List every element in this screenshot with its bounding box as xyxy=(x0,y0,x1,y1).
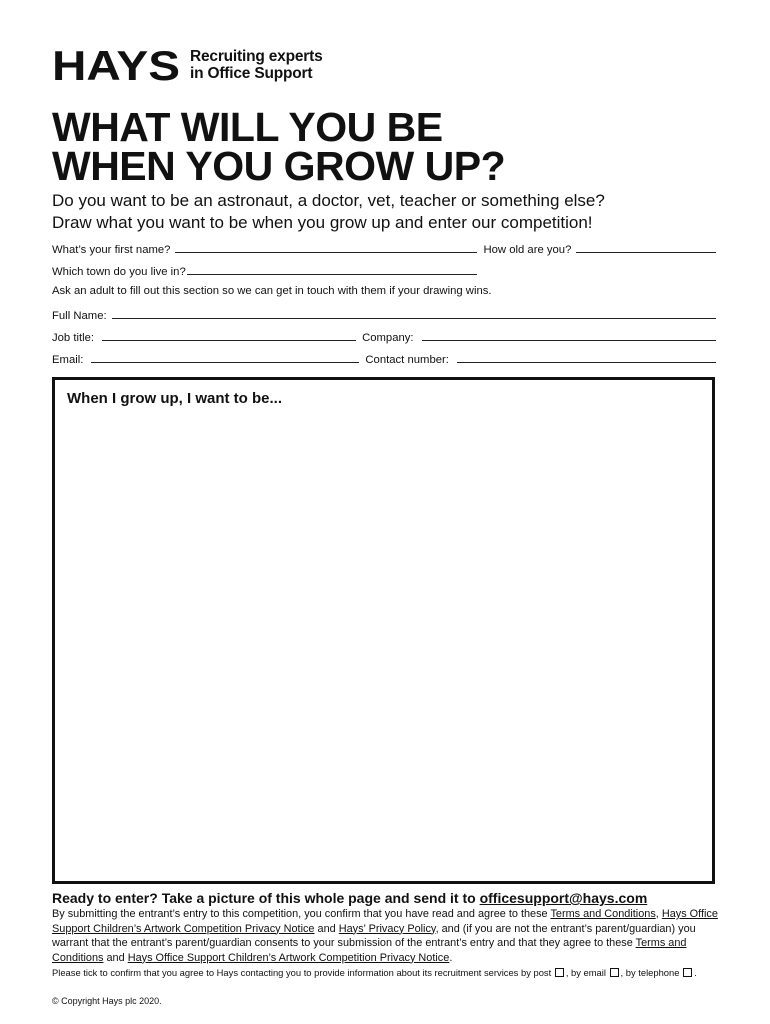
tagline-line-1: Recruiting experts xyxy=(190,48,323,65)
age-field[interactable] xyxy=(576,252,716,253)
post-consent-checkbox[interactable] xyxy=(555,968,564,977)
contact-number-field[interactable] xyxy=(457,362,716,363)
company-label: Company: xyxy=(362,332,414,344)
email-field[interactable] xyxy=(91,362,359,363)
drawing-area[interactable] xyxy=(52,377,715,884)
intro-line-1: Do you want to be an astronaut, a doctor, vet, teacher or something else? xyxy=(52,191,605,210)
legal-and-1: and xyxy=(314,922,339,935)
full-name-label: Full Name: xyxy=(52,310,107,322)
email-label: Email: xyxy=(52,354,84,366)
consent-end: . xyxy=(694,967,697,978)
intro-line-2: Draw what you want to be when you grow up and enter our competition! xyxy=(52,213,593,232)
page-title xyxy=(52,104,506,189)
first-name-label: What’s your first name? xyxy=(52,244,171,256)
adult-note: Ask an adult to fill out this section so we can get in touch with them if your drawing wins. xyxy=(52,285,492,297)
job-company-row xyxy=(52,328,716,344)
first-name-field[interactable] xyxy=(175,252,477,253)
intro-text xyxy=(52,190,605,234)
legal-text xyxy=(52,907,720,965)
legal-comma: , xyxy=(655,908,659,920)
brand-tagline xyxy=(190,48,323,82)
hays-privacy-policy-link[interactable]: Hays’ Privacy Policy xyxy=(338,922,436,935)
job-title-label: Job title: xyxy=(52,332,95,344)
hays-logo xyxy=(52,48,182,84)
legal-end: . xyxy=(449,951,453,964)
consent-text: Please tick to confirm that you agree to Hays contacting you to provide information about its recruitment services by post xyxy=(52,967,552,978)
legal-text-part-2: , and (if you are not the entrant’s parent/guardian) you warrant that the entrant’s parent/guardian consents to your submission of the entrant’s entry and that they agree to these xyxy=(52,922,696,949)
entry-email-link[interactable]: officesupport@hays.com xyxy=(479,890,648,906)
town-field[interactable] xyxy=(187,274,477,275)
consent-phone-text: , by telephone xyxy=(620,967,680,978)
town-row xyxy=(52,262,716,278)
contact-number-label: Contact number: xyxy=(365,354,449,366)
consent-email-text: , by email xyxy=(565,967,606,978)
copyright: © Copyright Hays plc 2020. xyxy=(52,996,162,1006)
contact-consent xyxy=(52,967,697,978)
email-consent-checkbox[interactable] xyxy=(610,968,619,977)
legal-and-2: and xyxy=(103,951,128,964)
title-line-2: WHEN YOU GROW UP? xyxy=(52,143,506,189)
full-name-row xyxy=(52,306,716,322)
entry-instructions-text: Ready to enter? Take a picture of this whole page and send it to xyxy=(52,890,480,906)
legal-text-part-1: By submitting the entrant’s entry to this competition, you confirm that you have read and agree to these xyxy=(52,908,551,920)
entry-instructions xyxy=(52,890,647,906)
terms-link[interactable]: Terms and Conditions xyxy=(550,908,656,920)
privacy-notice-link[interactable]: Hays Office Support Children’s Artwork Competition Privacy Notice xyxy=(52,908,718,935)
town-label: Which town do you live in? xyxy=(52,266,186,278)
age-label: How old are you? xyxy=(483,244,572,256)
title-line-1: WHAT WILL YOU BE xyxy=(52,104,443,150)
telephone-consent-checkbox[interactable] xyxy=(683,968,692,977)
full-name-field[interactable] xyxy=(112,318,716,319)
hays-logo-text: HAYS xyxy=(52,48,180,84)
email-contact-row xyxy=(52,350,716,366)
company-field[interactable] xyxy=(422,340,716,341)
terms-link-2[interactable]: Terms and Conditions xyxy=(52,937,687,964)
drawing-area-label: When I grow up, I want to be... xyxy=(67,390,282,407)
tagline-line-2: in Office Support xyxy=(190,65,313,82)
job-title-field[interactable] xyxy=(102,340,356,341)
first-name-row xyxy=(52,240,716,256)
privacy-notice-link-2[interactable]: Hays Office Support Children’s Artwork Competition Privacy Notice xyxy=(127,951,450,964)
